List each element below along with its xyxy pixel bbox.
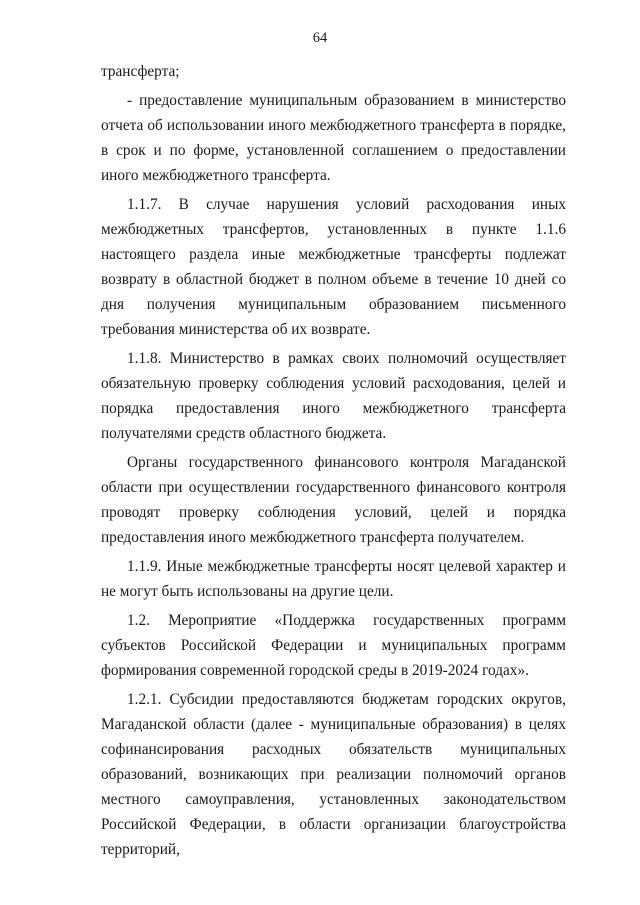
- paragraph-report-obligation: - предоставление муниципальным образованием в министерство отчета об использовании иного межбюджетного трансферта в порядке, в срок и по форме, установленной соглашением о предоставлении иного межбюджетного трансферта.: [101, 92, 566, 184]
- paragraph-1-2: 1.2. Мероприятие «Поддержка государственных программ субъектов Российской Федерации и муниципальных программ формирования современной городской среды в 2019-2024 годах».: [101, 612, 566, 679]
- paragraph-financial-control: Органы государственного финансового контроля Магаданской области при осуществлении государственного финансового контроля проводят проверку соблюдения условий, целей и порядка предоставления иного межбюджетного трансферта получателем.: [101, 454, 566, 546]
- paragraph-1-2-1: 1.2.1. Субсидии предоставляются бюджетам городских округов, Магаданской области (далее - муниципальные образования) в целях софинансирования расходных обязательств муниципальных образований, возникающих при реализации полномочий органов местного самоуправления, установленных законодательством Российской Федерации, в области организации благоустройства территорий,: [101, 691, 566, 858]
- paragraph-1-1-8: 1.1.8. Министерство в рамках своих полномочий осуществляет обязательную проверку соблюдения условий расходования, целей и порядка предоставления иного межбюджетного трансферта получателями средств областного бюджета.: [101, 350, 566, 442]
- page-number: 64: [312, 30, 328, 46]
- paragraph-1-1-9: 1.1.9. Иные межбюджетные трансферты носят целевой характер и не могут быть использованы на другие цели.: [101, 558, 566, 600]
- document-body: [101, 59, 566, 866]
- paragraph-continuation: трансферта;: [101, 63, 180, 80]
- paragraph-1-1-7: 1.1.7. В случае нарушения условий расходования иных межбюджетных трансфертов, установленных в пункте 1.1.6 настоящего раздела иные межбюджетные трансферты подлежат возврату в областной бюджет в полном объеме в течение 10 дней со дня получения муниципальным образованием письменного требования министерства об их возврате.: [101, 196, 566, 338]
